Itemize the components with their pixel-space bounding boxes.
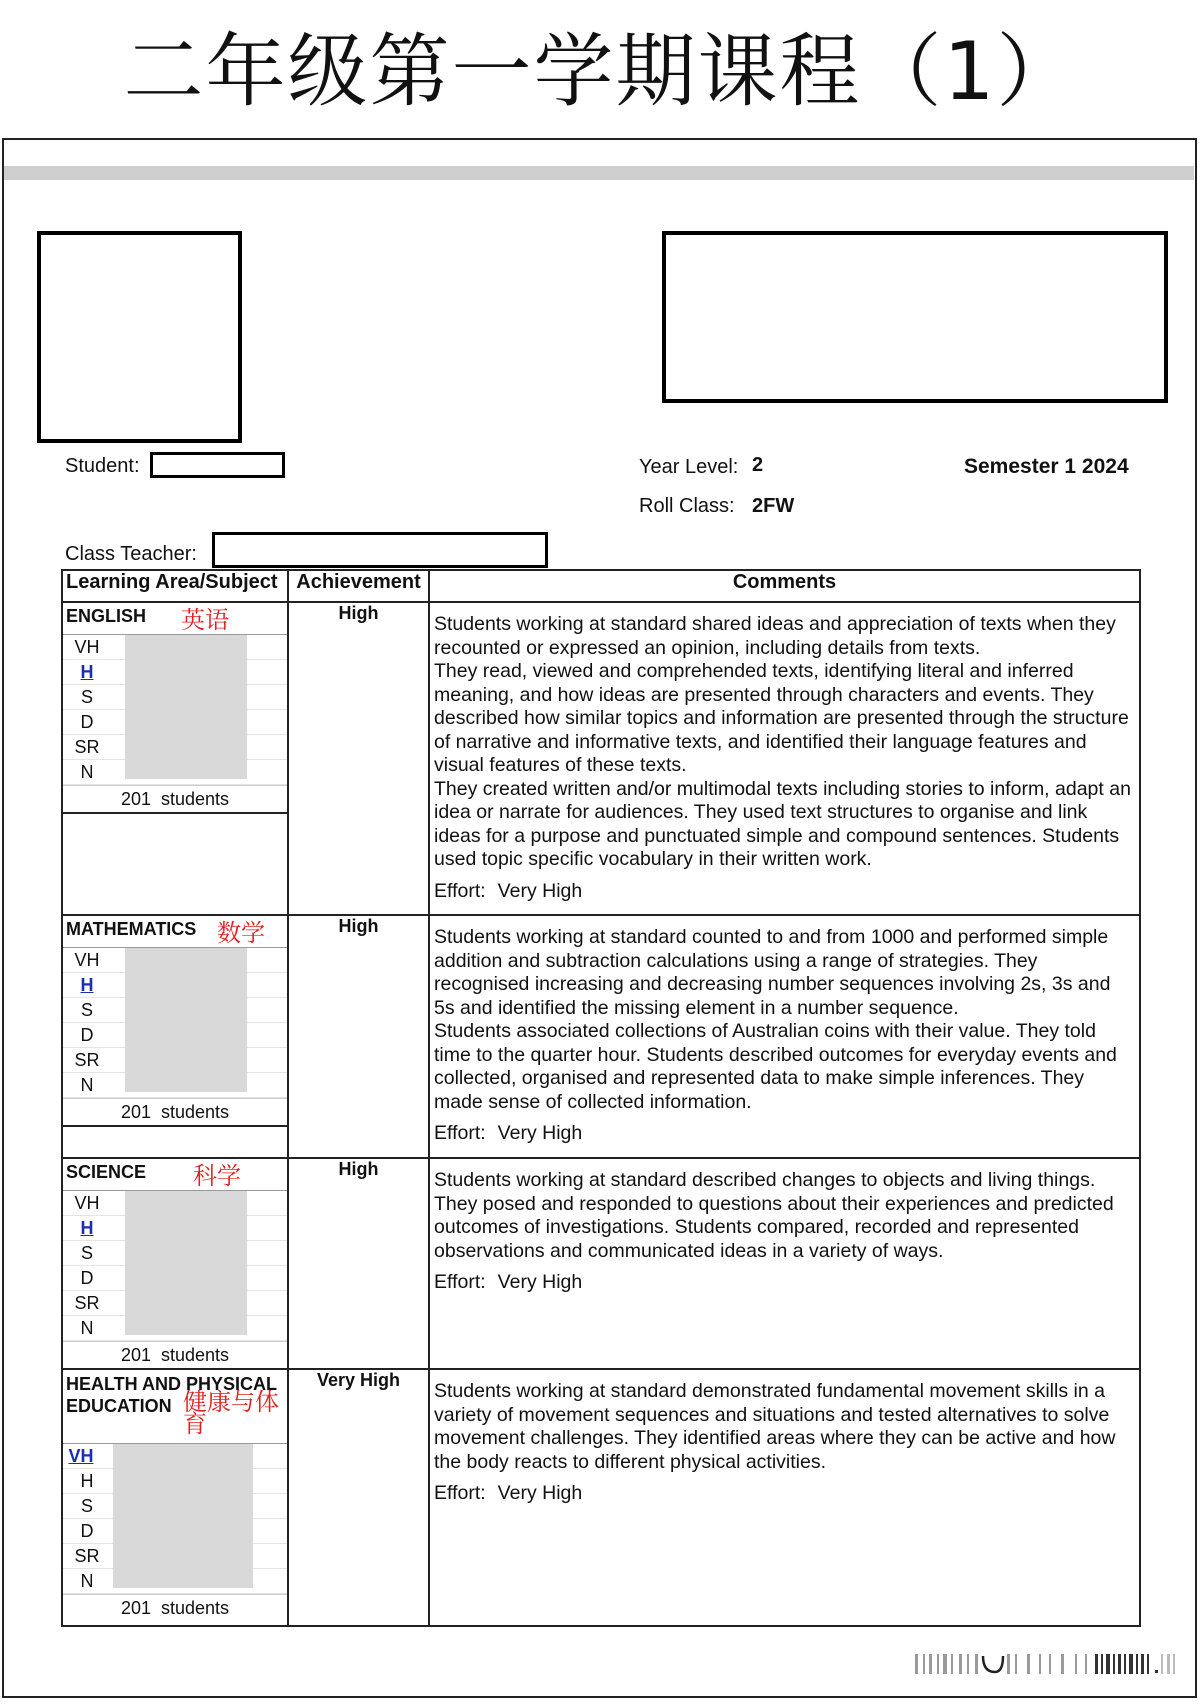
comment-text: Students working at standard counted to and from 1000 and performed simple addition and subtraction calculations using a range of strategies. They recognised increasing and decreasing number sequences involving 2s, 3s and 5s and identified the missing element in a number sequence. Students associated collections of Australian coins with their value. They told time to the quarter hour. Students described outcomes for everyday events and collected, organised and represented data to make simple inferences. They made sense of collected information. — [434, 926, 1117, 1113]
subject-chinese-annotation: 数学 — [217, 920, 265, 947]
class-teacher-label: Class Teacher: — [65, 543, 197, 565]
table-row — [62, 915, 1140, 1158]
subject-name: SCIENCE — [66, 1162, 147, 1182]
header-achievement: Achievement — [288, 570, 429, 602]
selected-grade-label: H — [80, 1217, 94, 1238]
subject-name: ENGLISH — [66, 606, 147, 626]
grade-label: N — [80, 761, 94, 782]
page-title: 二年级第一学期课程（1） — [123, 25, 1079, 118]
grade-label: D — [80, 1267, 94, 1288]
comment-cell — [429, 1369, 1140, 1626]
subject-name-line2: EDUCATION — [66, 1396, 172, 1416]
header-bar — [4, 166, 1194, 180]
subject-cell — [62, 1369, 288, 1626]
grade-label: N — [80, 1317, 94, 1338]
table-row — [62, 1369, 1140, 1626]
effort-line: Effort: Very High — [434, 1271, 583, 1293]
subject-cell — [62, 1158, 288, 1369]
effort-line: Effort: Very High — [434, 879, 583, 902]
grade-label: S — [80, 999, 93, 1020]
effort-line: Effort: Very High — [434, 1122, 583, 1144]
subject-name: MATHEMATICS — [66, 919, 197, 939]
comment-text: Students working at standard described changes to objects and living things. They posed and responded to questions about their experiences and predicted outcomes of investigations. Students compared, recorded and represented observations and communicated ideas in a variety of ways. — [434, 1169, 1114, 1262]
grade-label: VH — [74, 636, 100, 657]
distribution-redaction — [113, 1444, 253, 1588]
students-count: 201 students — [63, 1341, 287, 1368]
grade-label: S — [80, 1242, 93, 1263]
distribution-redaction — [125, 635, 247, 779]
grade-label: N — [80, 1570, 94, 1591]
grade-label: SR — [74, 1545, 100, 1566]
year-level-value: 2 — [752, 454, 764, 476]
student-name-redaction — [150, 452, 285, 478]
selected-grade-label: H — [80, 661, 94, 682]
subject-cell — [62, 602, 288, 915]
table-row — [62, 602, 1140, 915]
grade-distribution — [63, 1190, 287, 1368]
students-count: 201 students — [63, 1594, 287, 1621]
grade-label: VH — [74, 949, 100, 970]
grade-label: D — [80, 711, 94, 732]
distribution-redaction — [125, 948, 247, 1092]
selected-grade-label: VH — [68, 1445, 94, 1466]
comment-cell — [429, 602, 1140, 915]
grade-label: S — [80, 1495, 93, 1516]
comment-cell — [429, 915, 1140, 1158]
table-row — [62, 1158, 1140, 1369]
grade-label: VH — [74, 1192, 100, 1213]
grade-label: D — [80, 1024, 94, 1045]
grade-label: SR — [74, 1292, 100, 1313]
achievement-cell: High — [288, 602, 429, 915]
achievement-cell: High — [288, 915, 429, 1158]
semester: Semester 1 2024 — [964, 455, 1129, 478]
subject-name: HEALTH AND PHYSICAL — [66, 1374, 277, 1394]
comment-text: Students working at standard demonstrated fundamental movement skills in a variety of movement sequences and situations and tested alternatives to solve movement challenges. They identified areas where they can be active and how the body reacts to different physical activities. — [434, 1380, 1116, 1473]
subject-chinese-annotation: 英语 — [181, 607, 229, 634]
photo-redaction — [37, 231, 242, 443]
effort-line: Effort: Very High — [434, 1482, 583, 1504]
grade-label: H — [80, 1470, 94, 1491]
students-count: 201 students — [63, 785, 287, 814]
comment-cell — [429, 1158, 1140, 1369]
year-level-label: Year Level: — [639, 456, 739, 478]
comment-text: Students working at standard shared ideas and appreciation of texts when they recounted or expressed an opinion, including details from texts. They read, viewed and comprehended texts, identifying literal and inferred meaning, and how ideas are presented through characters and events. They described how similar topics and information are presented through the structure of narrative and informative texts, and identified their language features and visual features of these texts. They created written and/or multimodal texts including stories to inform, adapt an idea or narrate for audiences. They used text structures to organise and link ideas for a purpose and punctuated simple and compound sentences. Students used topic specific vocabulary in their written work. — [434, 613, 1131, 870]
header-subject: Learning Area/Subject — [62, 570, 288, 602]
report-table — [61, 569, 1141, 1627]
barcode-icon — [915, 1650, 1177, 1676]
subject-chinese-annotation: 健康与体育 — [183, 1389, 279, 1438]
grade-label: SR — [74, 736, 100, 757]
grade-label: SR — [74, 1049, 100, 1070]
header-comments: Comments — [429, 570, 1140, 602]
grade-distribution — [63, 634, 287, 814]
distribution-redaction — [125, 1191, 247, 1335]
grade-distribution — [63, 947, 287, 1127]
student-label: Student: — [65, 455, 140, 477]
subject-cell — [62, 915, 288, 1158]
class-teacher-redaction — [212, 532, 548, 568]
roll-class-label: Roll Class: — [639, 495, 735, 517]
grade-label: S — [80, 686, 93, 707]
achievement-cell: High — [288, 1158, 429, 1369]
achievement-cell: Very High — [288, 1369, 429, 1626]
grade-distribution — [63, 1443, 287, 1621]
selected-grade-label: H — [80, 974, 94, 995]
students-count: 201 students — [63, 1098, 287, 1127]
grade-label: D — [80, 1520, 94, 1541]
school-logo-redaction — [662, 231, 1168, 403]
roll-class-value: 2FW — [752, 495, 795, 517]
grade-label: N — [80, 1074, 94, 1095]
subject-chinese-annotation: 科学 — [193, 1163, 241, 1190]
